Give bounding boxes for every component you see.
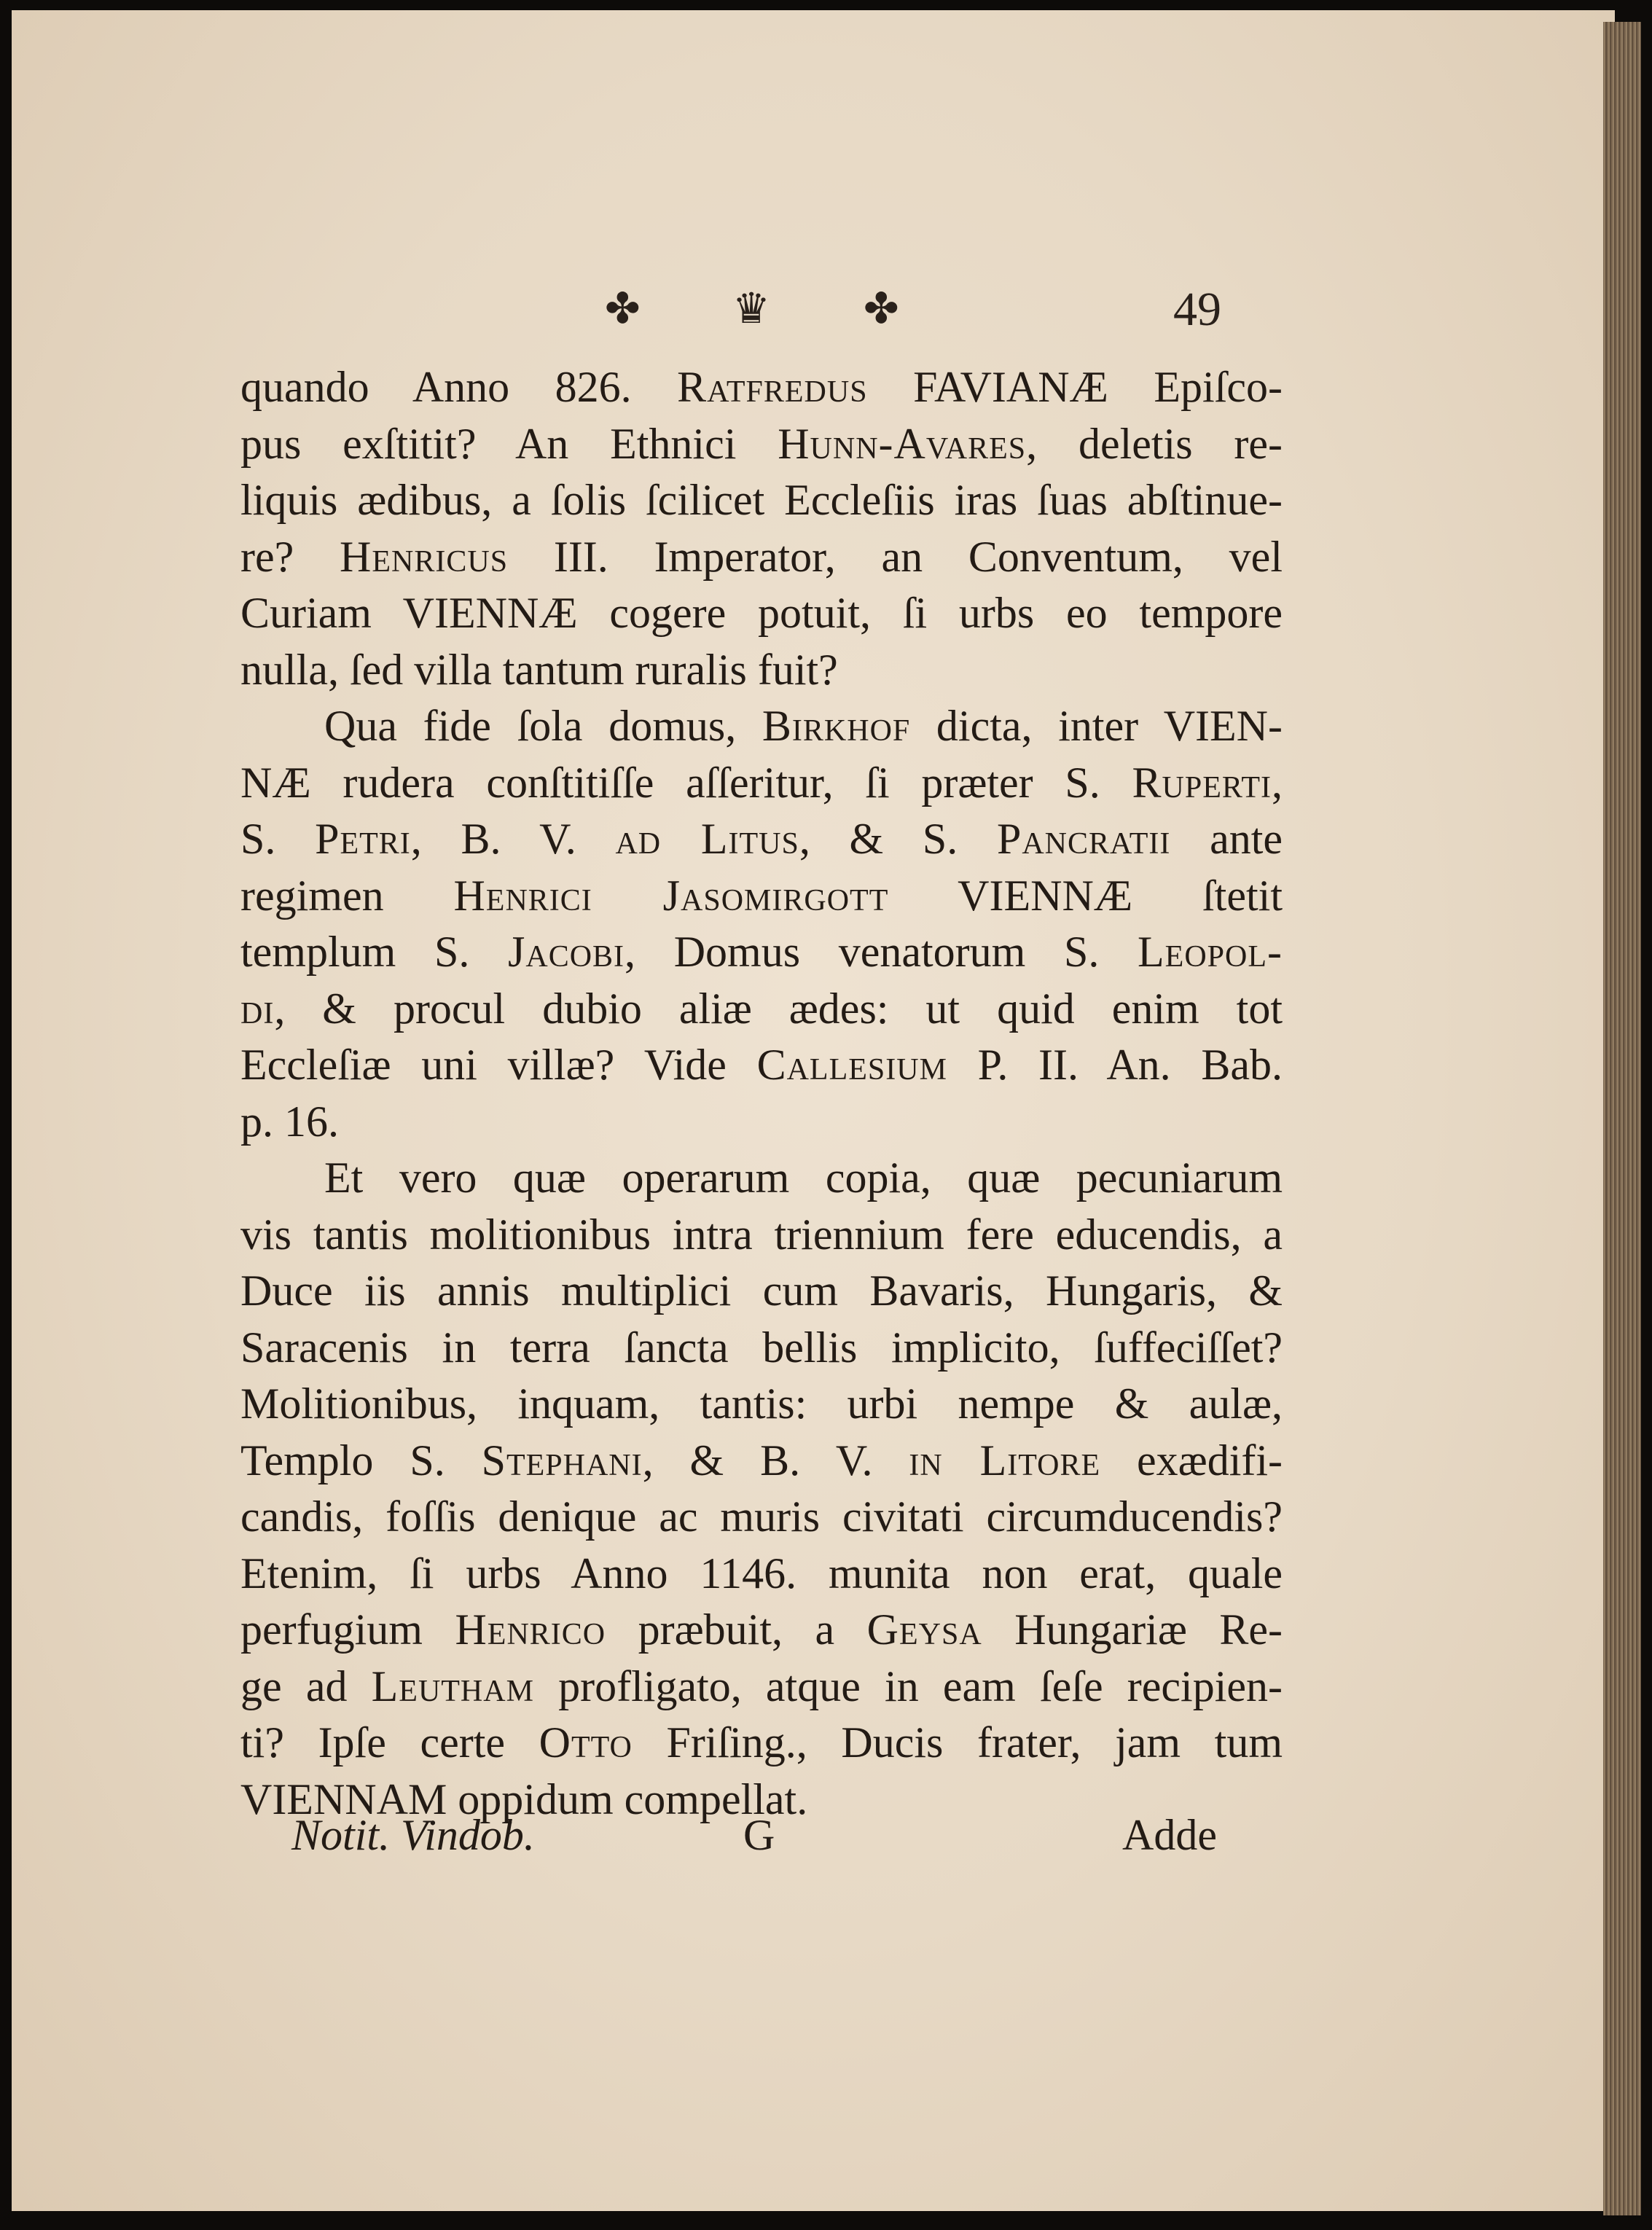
text-line bbox=[240, 698, 1283, 755]
small-caps-name: Callesium bbox=[756, 1041, 947, 1089]
small-caps-name: Leutham bbox=[371, 1662, 534, 1710]
text-line bbox=[240, 642, 1283, 699]
text-line bbox=[240, 416, 1283, 473]
text-line bbox=[240, 1207, 1283, 1264]
text-run: , & S. bbox=[799, 815, 997, 863]
text-run: vis tantis molitionibus intra triennium fere educendis, a bbox=[240, 1210, 1283, 1259]
text-line bbox=[240, 1489, 1283, 1546]
text-run: , bbox=[1272, 758, 1283, 807]
text-line bbox=[240, 1150, 1283, 1207]
text-line bbox=[240, 811, 1283, 868]
text-run: p. 16. bbox=[240, 1097, 339, 1146]
text-run: ante bbox=[1170, 815, 1283, 863]
text-run: , & procul dubio aliæ ædes: ut quid enim tot bbox=[274, 984, 1283, 1033]
text-run: liquis ædibus, a ſolis ſcilicet Eccleſiis iras ſuas abſtinue- bbox=[240, 476, 1283, 524]
text-run: quando Anno 826. bbox=[240, 363, 678, 411]
small-caps-name: Hunn-Avares bbox=[778, 419, 1027, 468]
small-caps-name: Henrici Jasomirgott bbox=[453, 871, 889, 920]
text-run: Templo S. bbox=[240, 1436, 482, 1484]
text-line bbox=[240, 868, 1283, 925]
text-run: Qua fide ſola domus, bbox=[324, 702, 762, 750]
small-caps-name: Birkhof bbox=[762, 702, 911, 750]
page-footer bbox=[240, 1810, 1283, 1869]
text-line bbox=[240, 472, 1283, 529]
small-caps-name: Stephani bbox=[481, 1436, 643, 1484]
small-caps-name: Jacobi bbox=[508, 928, 625, 976]
small-caps-name: Petri bbox=[315, 815, 411, 863]
fleuron-left-icon: ✤ bbox=[605, 283, 641, 333]
page-number: 49 bbox=[1173, 283, 1221, 336]
text-run: , Domus venatorum S. bbox=[625, 928, 1138, 976]
text-run: Curiam VIENNÆ cogere potuit, ſi urbs eo tempore bbox=[240, 589, 1283, 637]
text-run: S. bbox=[240, 815, 316, 863]
small-caps-name: di bbox=[240, 984, 275, 1033]
text-run: præbuit, a bbox=[606, 1605, 867, 1654]
catchword: Adde bbox=[1122, 1811, 1217, 1859]
text-line bbox=[240, 359, 1283, 416]
text-line bbox=[240, 1602, 1283, 1659]
text-run: VIENNAM oppidum compellat. bbox=[240, 1775, 808, 1823]
text-line bbox=[240, 1546, 1283, 1603]
text-run: profligato, atque in eam ſeſe recipien- bbox=[533, 1662, 1283, 1710]
text-run: Hungariæ Re- bbox=[982, 1605, 1283, 1654]
small-caps-name: Pancratii bbox=[996, 815, 1171, 863]
page-edges bbox=[1603, 22, 1641, 2215]
text-run: Eccleſiæ uni villæ? Vide bbox=[240, 1041, 757, 1089]
text-run: , & B. V. bbox=[642, 1436, 909, 1484]
text-run: Duce iis annis multiplici cum Bavaris, Hungaris, & bbox=[240, 1267, 1283, 1315]
small-caps-name: Ratfredus bbox=[677, 363, 868, 411]
text-run: NÆ rudera conſtitiſſe aſſeritur, ſi præter S. bbox=[240, 758, 1132, 807]
footer-title: Notit. Vindob. bbox=[291, 1811, 535, 1859]
text-line bbox=[240, 1659, 1283, 1715]
text-line bbox=[240, 1433, 1283, 1490]
text-run: VIENNÆ ſtetit bbox=[888, 871, 1283, 920]
text-run: , B. V. bbox=[410, 815, 616, 863]
text-run: candis, foſſis denique ac muris civitati circumducendis? bbox=[240, 1492, 1283, 1541]
text-run: FAVIANÆ Epiſco- bbox=[867, 363, 1283, 411]
small-caps-name: Henricus bbox=[340, 532, 509, 581]
text-run: re? bbox=[240, 532, 340, 581]
body-text bbox=[240, 359, 1283, 1828]
text-line bbox=[240, 1094, 1283, 1151]
small-caps-name: Henrico bbox=[455, 1605, 606, 1654]
text-run: P. II. An. Bab. bbox=[947, 1041, 1283, 1089]
text-line bbox=[240, 981, 1283, 1038]
text-run: Etenim, ſi urbs Anno 1146. munita non erat, quale bbox=[240, 1549, 1283, 1597]
text-run: ti? Ipſe certe bbox=[240, 1718, 539, 1767]
text-line bbox=[240, 755, 1283, 812]
text-run: , deletis re- bbox=[1026, 419, 1283, 468]
text-run: exædifi- bbox=[1100, 1436, 1283, 1484]
text-run: Et vero quæ operarum copia, quæ pecuniarum bbox=[324, 1154, 1283, 1202]
text-run: III. Imperator, an Conventum, vel bbox=[508, 532, 1283, 581]
text-run: nulla, ſed villa tantum ruralis fuit? bbox=[240, 645, 838, 694]
text-line bbox=[240, 1376, 1283, 1433]
text-line bbox=[240, 1263, 1283, 1320]
text-run: perfugium bbox=[240, 1605, 455, 1654]
text-line bbox=[240, 924, 1283, 981]
text-line bbox=[240, 529, 1283, 586]
text-run: dicta, inter VIEN- bbox=[910, 702, 1283, 750]
fleuron-right-icon: ✤ bbox=[864, 283, 899, 333]
crown-icon: ♛ bbox=[732, 283, 770, 333]
text-run: regimen bbox=[240, 871, 454, 920]
small-caps-name: Ruperti bbox=[1132, 758, 1272, 807]
text-line bbox=[240, 585, 1283, 642]
text-line bbox=[240, 1037, 1283, 1094]
text-run: Molitionibus, inquam, tantis: urbi nempe & aulæ, bbox=[240, 1380, 1283, 1428]
signature-mark: G bbox=[743, 1811, 775, 1859]
text-run: Saracenis in terra ſancta bellis implicito, ſuffeciſſet? bbox=[240, 1323, 1283, 1372]
text-run: pus exſtitit? An Ethnici bbox=[240, 419, 778, 468]
small-caps-name: Leopol- bbox=[1138, 928, 1283, 976]
small-caps-name: Geysa bbox=[866, 1605, 982, 1654]
text-run: Friſing., Ducis frater, jam tum bbox=[632, 1718, 1283, 1767]
small-caps-name: Otto bbox=[539, 1718, 633, 1767]
text-run: templum S. bbox=[240, 928, 509, 976]
text-run: ge ad bbox=[240, 1662, 372, 1710]
small-caps-name: ad Litus bbox=[615, 815, 799, 863]
small-caps-name: in Litore bbox=[909, 1436, 1101, 1484]
text-line bbox=[240, 1715, 1283, 1772]
text-line bbox=[240, 1320, 1283, 1377]
